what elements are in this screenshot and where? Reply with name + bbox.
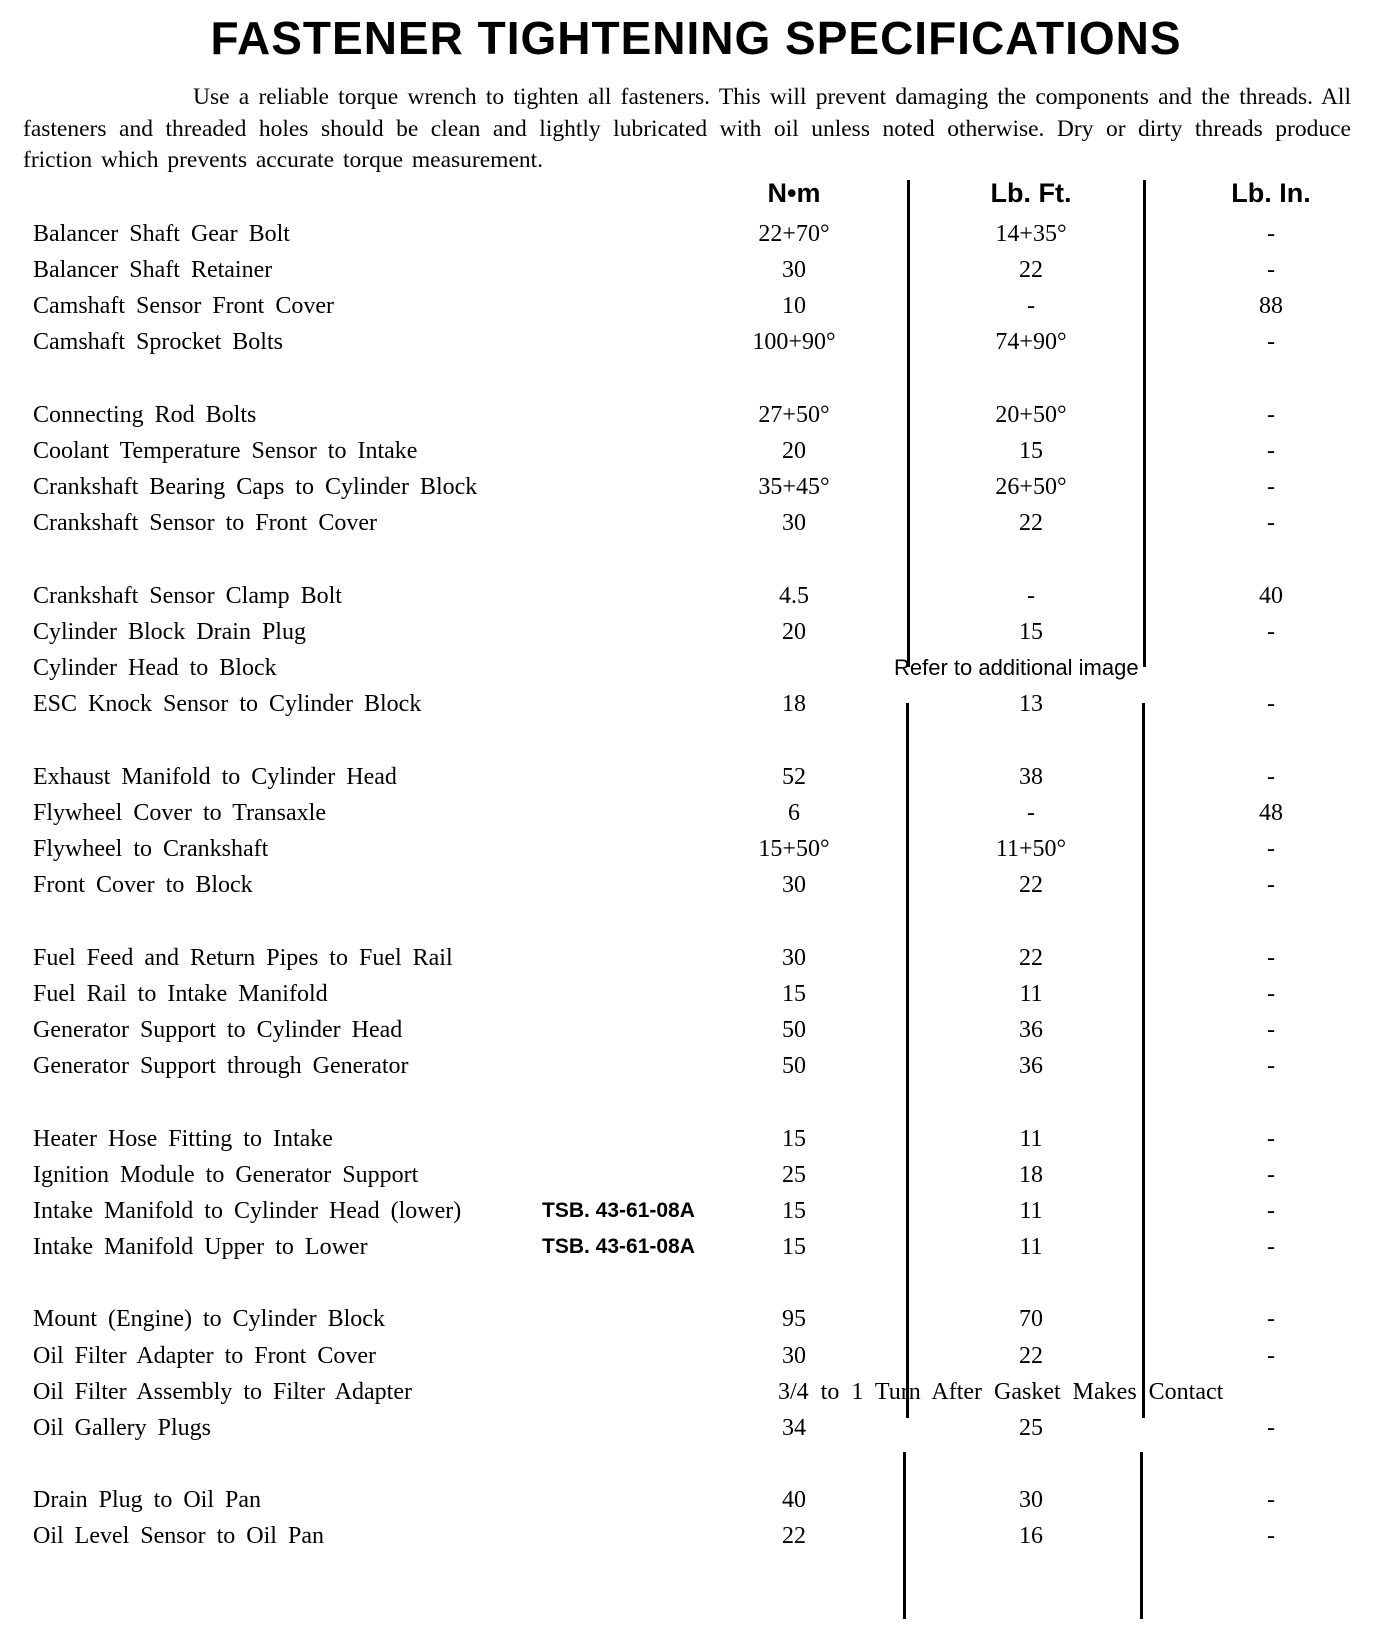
- table-row: [0, 831, 1392, 867]
- value-lbin: -: [1267, 438, 1275, 464]
- value-nm: 30: [782, 1342, 806, 1369]
- value-lbin: -: [1267, 1306, 1275, 1333]
- fastener-name: Drain Plug to Oil Pan: [33, 1487, 261, 1514]
- value-nm: 27+50°: [758, 401, 830, 428]
- table-row: [0, 288, 1392, 324]
- spec-note: 3/4 to 1 Turn After Gasket Makes Contact: [778, 1378, 1224, 1405]
- fastener-name: Cylinder Block Drain Plug: [33, 618, 306, 645]
- table-row: [0, 686, 1392, 722]
- value-lbin: -: [1267, 944, 1275, 971]
- value-nm: 15: [782, 1125, 806, 1152]
- value-lbin: -: [1267, 691, 1275, 718]
- value-nm: 20: [782, 438, 806, 464]
- table-row: [0, 759, 1392, 795]
- fastener-name: Front Cover to Block: [33, 872, 253, 898]
- tsb-reference: TSB. 43-61-08A: [542, 1198, 695, 1222]
- value-lbft: 22: [1019, 872, 1043, 898]
- column-header-nm: N•m: [767, 178, 821, 208]
- value-nm: 30: [782, 944, 806, 971]
- value-nm: 40: [782, 1487, 806, 1514]
- value-lbin: -: [1267, 980, 1275, 1007]
- table-row: [0, 469, 1392, 505]
- value-lbin: -: [1267, 835, 1275, 862]
- fastener-name: Heater Hose Fitting to Intake: [33, 1125, 333, 1152]
- fastener-name: Crankshaft Sensor to Front Cover: [33, 510, 377, 537]
- fastener-name: Balancer Shaft Gear Bolt: [33, 221, 290, 247]
- table-row: [0, 1338, 1392, 1374]
- value-nm: 50: [782, 1016, 806, 1043]
- table-row: [0, 324, 1392, 360]
- value-nm: 52: [782, 763, 806, 790]
- table-row: [0, 252, 1392, 288]
- fastener-name: Crankshaft Sensor Clamp Bolt: [33, 582, 342, 609]
- value-lbft: 14+35°: [995, 221, 1067, 247]
- value-lbft: -: [1027, 799, 1035, 826]
- fastener-name: Intake Manifold to Cylinder Head (lower): [33, 1197, 462, 1224]
- fastener-name: Flywheel Cover to Transaxle: [33, 799, 326, 826]
- value-lbin: -: [1267, 1052, 1275, 1079]
- value-lbft: 22: [1019, 944, 1043, 971]
- value-lbft: -: [1027, 582, 1035, 609]
- value-nm: 22: [782, 1523, 806, 1550]
- fastener-name: Fuel Feed and Return Pipes to Fuel Rail: [33, 944, 453, 971]
- value-nm: 20: [782, 618, 806, 645]
- table-row: [0, 795, 1392, 831]
- fastener-name: Generator Support to Cylinder Head: [33, 1016, 403, 1043]
- fastener-name: Camshaft Sprocket Bolts: [33, 329, 283, 356]
- fastener-name: Ignition Module to Generator Support: [33, 1161, 419, 1188]
- spec-note: Refer to additional image: [894, 655, 1139, 680]
- value-lbin: -: [1267, 1487, 1275, 1514]
- value-lbin: -: [1267, 329, 1275, 356]
- value-lbft: 11: [1019, 980, 1043, 1007]
- intro-paragraph: Use a reliable torque wrench to tighten all fasteners. This will prevent damaging the components and the threads. All fasteners and threaded holes should be clean and lightly lubricated with oil unless noted otherwise. Dry or dirty threads produce friction which prevents accurate torque measurement.: [23, 84, 1351, 173]
- value-lbft: 26+50°: [995, 474, 1067, 501]
- value-lbft: 38: [1019, 763, 1043, 790]
- fastener-name: Exhaust Manifold to Cylinder Head: [33, 763, 397, 790]
- value-lbin: -: [1267, 1016, 1275, 1043]
- fastener-name: Oil Gallery Plugs: [33, 1414, 211, 1441]
- table-row: [0, 1048, 1392, 1084]
- value-lbin: -: [1267, 618, 1275, 645]
- table-row: [0, 1229, 1392, 1265]
- value-lbin: -: [1267, 1414, 1275, 1441]
- fastener-name: Oil Level Sensor to Oil Pan: [33, 1523, 324, 1550]
- value-lbin: 48: [1259, 799, 1283, 826]
- table-row: [0, 614, 1392, 650]
- value-nm: 95: [782, 1306, 806, 1333]
- value-lbft: 70: [1019, 1306, 1043, 1333]
- table-row: [0, 433, 1392, 469]
- value-lbft: 11: [1019, 1125, 1043, 1152]
- fastener-name: Oil Filter Adapter to Front Cover: [33, 1342, 376, 1369]
- value-lbft: 22: [1019, 1342, 1043, 1369]
- value-lbft: 15: [1019, 438, 1043, 464]
- value-lbin: -: [1267, 257, 1275, 284]
- value-nm: 15: [782, 1233, 806, 1260]
- value-lbft: 11+50°: [995, 835, 1067, 862]
- value-nm: 18: [782, 691, 806, 718]
- fastener-name: Intake Manifold Upper to Lower: [33, 1233, 368, 1260]
- value-lbin: -: [1267, 1125, 1275, 1152]
- value-lbft: 13: [1019, 691, 1043, 718]
- table-row: [0, 1374, 1392, 1410]
- table-row: [0, 976, 1392, 1012]
- value-lbft: 74+90°: [995, 329, 1067, 356]
- table-row: [0, 216, 1392, 252]
- value-lbft: 36: [1019, 1016, 1043, 1043]
- value-lbin: -: [1267, 1233, 1275, 1260]
- fastener-name: Cylinder Head to Block: [33, 655, 277, 681]
- value-lbin: 40: [1259, 582, 1283, 609]
- table-row: [0, 1193, 1392, 1229]
- column-header-lbin: Lb. In.: [1231, 178, 1311, 208]
- value-lbft: 11: [1019, 1197, 1043, 1224]
- table-row: [0, 578, 1392, 614]
- table-row: [0, 1301, 1392, 1337]
- page-title: FASTENER TIGHTENING SPECIFICATIONS: [210, 12, 1182, 64]
- value-lbft: -: [1027, 293, 1035, 320]
- table-row: [0, 1157, 1392, 1193]
- value-nm: 30: [782, 872, 806, 898]
- value-nm: 34: [782, 1414, 806, 1441]
- value-nm: 10: [782, 293, 806, 320]
- value-nm: 15: [782, 980, 806, 1007]
- value-nm: 100+90°: [752, 329, 836, 356]
- value-lbft: 22: [1019, 510, 1043, 537]
- table-row: [0, 505, 1392, 541]
- fastener-name: Fuel Rail to Intake Manifold: [33, 980, 328, 1007]
- value-nm: 22+70°: [758, 221, 830, 247]
- value-lbft: 18: [1019, 1161, 1043, 1188]
- table-row: [0, 1482, 1392, 1518]
- fastener-name: Oil Filter Assembly to Filter Adapter: [33, 1378, 412, 1405]
- value-lbin: -: [1267, 872, 1275, 898]
- value-lbin: -: [1267, 401, 1275, 428]
- fastener-name: ESC Knock Sensor to Cylinder Block: [33, 691, 422, 718]
- value-lbft: 22: [1019, 257, 1043, 284]
- table-row: [0, 650, 1392, 686]
- value-nm: 50: [782, 1052, 806, 1079]
- value-lbft: 25: [1019, 1414, 1043, 1441]
- value-lbin: -: [1267, 1342, 1275, 1369]
- fastener-name: Camshaft Sensor Front Cover: [33, 293, 334, 320]
- value-lbin: -: [1267, 1161, 1275, 1188]
- value-nm: 30: [782, 257, 806, 284]
- table-row: [0, 1518, 1392, 1554]
- fastener-name: Crankshaft Bearing Caps to Cylinder Block: [33, 474, 478, 501]
- fastener-name: Coolant Temperature Sensor to Intake: [33, 438, 418, 464]
- value-nm: 30: [782, 510, 806, 537]
- value-nm: 4.5: [779, 582, 809, 609]
- fastener-name: Mount (Engine) to Cylinder Block: [33, 1306, 385, 1333]
- value-nm: 35+45°: [758, 474, 830, 501]
- value-lbin: 88: [1259, 293, 1283, 320]
- value-lbft: 36: [1019, 1052, 1043, 1079]
- table-row: [0, 867, 1392, 903]
- value-lbin: -: [1267, 221, 1275, 247]
- value-nm: 15+50°: [758, 835, 830, 862]
- value-nm: 6: [788, 799, 800, 826]
- value-lbin: -: [1267, 474, 1275, 501]
- value-lbft: 15: [1019, 618, 1043, 645]
- fastener-name: Balancer Shaft Retainer: [33, 257, 273, 284]
- value-lbft: 20+50°: [995, 401, 1067, 428]
- tsb-reference: TSB. 43-61-08A: [542, 1234, 695, 1258]
- value-nm: 25: [782, 1161, 806, 1188]
- value-nm: 15: [782, 1197, 806, 1224]
- table-row: [0, 1121, 1392, 1157]
- fastener-name: Connecting Rod Bolts: [33, 401, 257, 428]
- value-lbin: -: [1267, 510, 1275, 537]
- column-header-lbft: Lb. Ft.: [990, 178, 1072, 208]
- table-row: [0, 397, 1392, 433]
- value-lbft: 16: [1019, 1523, 1043, 1550]
- value-lbft: 30: [1019, 1487, 1043, 1514]
- value-lbin: -: [1267, 1197, 1275, 1224]
- fastener-name: Generator Support through Generator: [33, 1052, 409, 1079]
- table-row: [0, 940, 1392, 976]
- fastener-name: Flywheel to Crankshaft: [33, 835, 269, 862]
- value-lbft: 11: [1019, 1233, 1043, 1260]
- table-row: [0, 1012, 1392, 1048]
- value-lbin: -: [1267, 763, 1275, 790]
- value-lbin: -: [1267, 1523, 1275, 1550]
- table-row: [0, 1410, 1392, 1446]
